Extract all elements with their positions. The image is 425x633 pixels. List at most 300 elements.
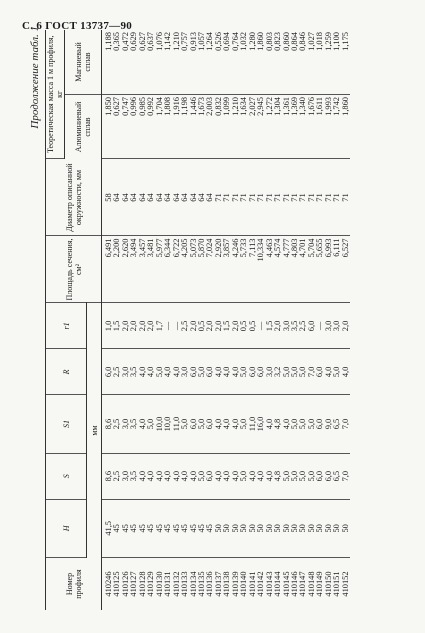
cell-s1: 3,0 bbox=[122, 395, 130, 453]
cell-r: 5,0 bbox=[291, 349, 299, 395]
header-r1: r1 bbox=[46, 303, 87, 349]
cell-mass-aluminium: 1,676 bbox=[308, 95, 316, 160]
cell-h: 50 bbox=[266, 499, 274, 557]
header-h: H bbox=[46, 499, 87, 557]
cell-mass-aluminium: 1,916 bbox=[173, 95, 181, 160]
cell-area: 4,777 bbox=[283, 236, 291, 303]
cell-diameter: 71 bbox=[325, 159, 333, 236]
table-row bbox=[173, 30, 181, 610]
cell-s1: 4,0 bbox=[139, 395, 147, 453]
cell-s1: 5,0 bbox=[147, 395, 155, 453]
cell-r: 4,0 bbox=[215, 349, 223, 395]
cell-profile-number: 410141 bbox=[247, 571, 257, 597]
cell-mass-magnesium: 0,757 bbox=[181, 30, 189, 95]
cell-mass-aluminium: 2,945 bbox=[257, 95, 265, 160]
cell-area: 4,205 bbox=[181, 236, 189, 303]
cell-r: 5,0 bbox=[333, 349, 341, 395]
cell-s1: 5,0 bbox=[291, 395, 299, 453]
cell-r1: 2,0 bbox=[274, 303, 282, 349]
cell-s1: 4,0 bbox=[283, 395, 291, 453]
cell-r: 4,0 bbox=[325, 349, 333, 395]
cell-h: 45 bbox=[190, 499, 198, 557]
cell-s: 4,0 bbox=[173, 453, 181, 499]
header-mass: Теоретическая масса 1 м профиля, кг bbox=[46, 30, 65, 159]
cell-r: 5,0 bbox=[156, 349, 164, 395]
cell-r1: 3,0 bbox=[325, 303, 333, 349]
cell-profile-number: 410126 bbox=[120, 571, 130, 597]
cell-diameter: 64 bbox=[113, 159, 121, 236]
cell-r1: 1,5 bbox=[223, 303, 231, 349]
table-row bbox=[181, 30, 189, 610]
cell-s: 8,6 bbox=[102, 453, 114, 499]
cell-r: 7,0 bbox=[308, 349, 316, 395]
cell-r: 4,0 bbox=[342, 349, 350, 395]
cell-r: 3,2 bbox=[274, 349, 282, 395]
cell-mass-magnesium: 0,627 bbox=[139, 30, 147, 95]
cell-mass-magnesium: 1,259 bbox=[325, 30, 333, 95]
cell-profile-number: 410128 bbox=[137, 571, 147, 597]
cell-s: 4,0 bbox=[147, 453, 155, 499]
cell-r1: — bbox=[164, 303, 172, 349]
cell-area: 3,857 bbox=[223, 236, 231, 303]
table-row bbox=[102, 30, 114, 610]
cell-r: 6,0 bbox=[206, 349, 214, 395]
table-row bbox=[113, 30, 121, 610]
cell-s: 5,0 bbox=[198, 453, 206, 499]
cell-r1: 6,0 bbox=[308, 303, 316, 349]
cell-area: 6,344 bbox=[164, 236, 172, 303]
cell-profile-number: 410146 bbox=[289, 571, 299, 597]
cell-s: 4,0 bbox=[156, 453, 164, 499]
cell-mass-magnesium: 1,210 bbox=[173, 30, 181, 95]
cell-r1: 0,5 bbox=[249, 303, 257, 349]
cell-profile-number: 410137 bbox=[213, 571, 223, 597]
cell-h: 45 bbox=[113, 499, 121, 557]
table-row bbox=[316, 30, 324, 610]
cell-r: 6,0 bbox=[249, 349, 257, 395]
cell-profile-number: 410129 bbox=[146, 571, 156, 597]
cell-r: 6,0 bbox=[190, 349, 198, 395]
cell-profile-number: 410148 bbox=[306, 571, 316, 597]
header-mass-magnesium: Магниевый сплав bbox=[65, 30, 102, 95]
cell-h: 50 bbox=[249, 499, 257, 557]
cell-s1: 8,6 bbox=[102, 395, 114, 453]
cell-h: 45 bbox=[156, 499, 164, 557]
cell-r1: 3,0 bbox=[333, 303, 341, 349]
cell-mass-magnesium: 1,860 bbox=[257, 30, 265, 95]
cell-r1: 0,5 bbox=[240, 303, 248, 349]
cell-area: 10,334 bbox=[257, 236, 265, 303]
table-row bbox=[215, 30, 223, 610]
cell-s1: 4,0 bbox=[223, 395, 231, 453]
cell-h: 45 bbox=[164, 499, 172, 557]
cell-diameter: 64 bbox=[122, 159, 130, 236]
cell-mass-aluminium: 1,611 bbox=[316, 95, 324, 160]
cell-s1: 5,0 bbox=[308, 395, 316, 453]
table-row bbox=[291, 30, 299, 610]
cell-mass-aluminium: 1,272 bbox=[266, 95, 274, 160]
cell-profile-number: 410147 bbox=[298, 571, 308, 597]
header-area: Площадь сечения, см² bbox=[46, 236, 102, 303]
cell-r: 4,0 bbox=[173, 349, 181, 395]
cell-profile-number: 410151 bbox=[332, 571, 342, 597]
cell-r: 5,0 bbox=[240, 349, 248, 395]
cell-mass-aluminium: 1,361 bbox=[283, 95, 291, 160]
cell-s: 4,0 bbox=[164, 453, 172, 499]
cell-s1: 5,0 bbox=[299, 395, 307, 453]
table-header bbox=[46, 30, 102, 610]
cell-h: 50 bbox=[283, 499, 291, 557]
cell-r1: 3,5 bbox=[291, 303, 299, 349]
cell-s1: 11,0 bbox=[249, 395, 257, 453]
cell-s: 5,0 bbox=[291, 453, 299, 499]
cell-mass-magnesium: 1,142 bbox=[164, 30, 172, 95]
cell-h: 41,5 bbox=[102, 499, 114, 557]
cell-mass-magnesium: 1,076 bbox=[156, 30, 164, 95]
cell-h: 45 bbox=[173, 499, 181, 557]
header-s1: S1 bbox=[46, 395, 87, 453]
cell-mass-aluminium: 0,985 bbox=[139, 95, 147, 160]
cell-area: 4,246 bbox=[232, 236, 240, 303]
cell-profile-number: 410149 bbox=[315, 571, 325, 597]
table-row bbox=[325, 30, 333, 610]
cell-mass-aluminium: 1,210 bbox=[232, 95, 240, 160]
cell-diameter: 64 bbox=[181, 159, 189, 236]
cell-s: 4,0 bbox=[215, 453, 223, 499]
cell-area: 4,803 bbox=[291, 236, 299, 303]
cell-s1: 4,0 bbox=[232, 395, 240, 453]
cell-s1: 4,0 bbox=[215, 395, 223, 453]
cell-mass-aluminium: 0,832 bbox=[215, 95, 223, 160]
cell-h: 45 bbox=[147, 499, 155, 557]
cell-r: 5,0 bbox=[283, 349, 291, 395]
cell-r1: 2,5 bbox=[181, 303, 189, 349]
cell-diameter: 71 bbox=[274, 159, 282, 236]
cell-mass-magnesium: 0,860 bbox=[283, 30, 291, 95]
cell-mass-magnesium: 0,764 bbox=[232, 30, 240, 95]
cell-diameter: 71 bbox=[223, 159, 231, 236]
cell-profile-number: 410130 bbox=[154, 571, 164, 597]
cell-h: 45 bbox=[198, 499, 206, 557]
cell-profile-number: 410127 bbox=[129, 571, 139, 597]
table-row bbox=[164, 30, 172, 610]
cell-r1: 3,0 bbox=[283, 303, 291, 349]
cell-r1: 1,7 bbox=[156, 303, 164, 349]
cell-diameter: 71 bbox=[291, 159, 299, 236]
cell-mass-magnesium: 0,846 bbox=[299, 30, 307, 95]
cell-mass-magnesium: 0,472 bbox=[122, 30, 130, 95]
cell-s: 4,0 bbox=[257, 453, 265, 499]
cell-diameter: 64 bbox=[198, 159, 206, 236]
table-row bbox=[283, 30, 291, 610]
cell-mass-magnesium: 0,803 bbox=[266, 30, 274, 95]
table-row bbox=[333, 30, 341, 610]
page-header: С. 6 ГОСТ 13737—90 bbox=[22, 20, 133, 32]
cell-s: 4,0 bbox=[223, 453, 231, 499]
cell-area: 5,704 bbox=[308, 236, 316, 303]
cell-s1: 4,8 bbox=[274, 395, 282, 453]
cell-profile-number: 410131 bbox=[163, 571, 173, 597]
cell-s: 4,0 bbox=[249, 453, 257, 499]
cell-diameter: 64 bbox=[173, 159, 181, 236]
cell-r: 3,0 bbox=[122, 349, 130, 395]
cell-profile-number: 410125 bbox=[112, 571, 122, 597]
header-units-mm: мм bbox=[87, 303, 102, 558]
cell-profile-number: 410142 bbox=[256, 571, 266, 597]
cell-diameter: 64 bbox=[206, 159, 214, 236]
cell-area: 6,527 bbox=[342, 236, 350, 303]
table-row bbox=[342, 30, 350, 610]
table-row bbox=[223, 30, 231, 610]
cell-s: 6,0 bbox=[325, 453, 333, 499]
cell-profile-number: 410132 bbox=[171, 571, 181, 597]
cell-mass-aluminium: 0,996 bbox=[130, 95, 138, 160]
cell-s: 4,0 bbox=[139, 453, 147, 499]
header-profile-number: Номер профиля bbox=[46, 558, 102, 611]
cell-area: 6,722 bbox=[173, 236, 181, 303]
cell-s1: 5,0 bbox=[240, 395, 248, 453]
table-body bbox=[102, 30, 351, 610]
rotated-table-block bbox=[25, 20, 405, 620]
table-row bbox=[147, 30, 155, 610]
cell-mass-aluminium: 1,304 bbox=[274, 95, 282, 160]
cell-area: 3,457 bbox=[139, 236, 147, 303]
cell-s1: 16,0 bbox=[257, 395, 265, 453]
cell-s1: 9,0 bbox=[325, 395, 333, 453]
cell-profile-number: 410145 bbox=[281, 571, 291, 597]
cell-profile-number: 410138 bbox=[222, 571, 232, 597]
cell-area: 6,491 bbox=[102, 236, 114, 303]
header-r: R bbox=[46, 349, 87, 395]
cell-mass-aluminium: 1,993 bbox=[325, 95, 333, 160]
cell-diameter: 64 bbox=[190, 159, 198, 236]
cell-r1: — bbox=[257, 303, 265, 349]
cell-area: 3,494 bbox=[130, 236, 138, 303]
cell-r: 4,0 bbox=[147, 349, 155, 395]
cell-diameter: 64 bbox=[164, 159, 172, 236]
cell-mass-aluminium: 1,860 bbox=[342, 95, 350, 160]
cell-profile-number: 410152 bbox=[340, 571, 350, 597]
cell-h: 45 bbox=[139, 499, 147, 557]
cell-s1: 2,5 bbox=[113, 395, 121, 453]
cell-r1: 1,5 bbox=[266, 303, 274, 349]
cell-diameter: 58 bbox=[102, 159, 114, 236]
cell-s1: 10,0 bbox=[156, 395, 164, 453]
table-row bbox=[308, 30, 316, 610]
cell-s: 2,5 bbox=[113, 453, 121, 499]
cell-profile-number: 410150 bbox=[323, 571, 333, 597]
cell-mass-aluminium: 1,634 bbox=[240, 95, 248, 160]
cell-h: 50 bbox=[299, 499, 307, 557]
cell-area: 6,111 bbox=[333, 236, 341, 303]
cell-s1: 3,5 bbox=[130, 395, 138, 453]
cell-h: 50 bbox=[316, 499, 324, 557]
cell-area: 5,733 bbox=[240, 236, 248, 303]
cell-r: 4,0 bbox=[164, 349, 172, 395]
cell-mass-aluminium: 1,340 bbox=[299, 95, 307, 160]
cell-diameter: 71 bbox=[342, 159, 350, 236]
cell-s: 5,0 bbox=[283, 453, 291, 499]
cell-mass-magnesium: 0,823 bbox=[274, 30, 282, 95]
cell-h: 50 bbox=[215, 499, 223, 557]
cell-area: 5,655 bbox=[316, 236, 324, 303]
cell-mass-magnesium: 1,175 bbox=[342, 30, 350, 95]
cell-profile-number: 410246 bbox=[104, 571, 113, 597]
cell-r1: — bbox=[316, 303, 324, 349]
cell-s: 3,0 bbox=[122, 453, 130, 499]
cell-r1: 2,0 bbox=[190, 303, 198, 349]
cell-diameter: 71 bbox=[316, 159, 324, 236]
cell-mass-aluminium: 1,446 bbox=[190, 95, 198, 160]
cell-profile-number: 410136 bbox=[205, 571, 215, 597]
cell-r1: — bbox=[173, 303, 181, 349]
cell-area: 5,073 bbox=[190, 236, 198, 303]
table-row bbox=[232, 30, 240, 610]
cell-r: 6,0 bbox=[257, 349, 265, 395]
cell-profile-number: 410140 bbox=[239, 571, 249, 597]
table-row bbox=[249, 30, 257, 610]
cell-mass-aluminium: 1,099 bbox=[223, 95, 231, 160]
cell-r: 6,0 bbox=[316, 349, 324, 395]
cell-area: 4,701 bbox=[299, 236, 307, 303]
table-row bbox=[130, 30, 138, 610]
cell-mass-aluminium: 0,992 bbox=[147, 95, 155, 160]
continuation-caption: Продолжение табл. 1 bbox=[29, 26, 41, 129]
cell-diameter: 71 bbox=[266, 159, 274, 236]
cell-mass-aluminium: 1,369 bbox=[291, 95, 299, 160]
table-row bbox=[122, 30, 130, 610]
cell-r: 3,5 bbox=[130, 349, 138, 395]
cell-area: 5,870 bbox=[198, 236, 206, 303]
cell-s: 4,0 bbox=[181, 453, 189, 499]
cell-mass-magnesium: 0,913 bbox=[190, 30, 198, 95]
cell-h: 50 bbox=[232, 499, 240, 557]
cell-mass-magnesium: 1,100 bbox=[333, 30, 341, 95]
cell-area: 6,993 bbox=[325, 236, 333, 303]
cell-h: 50 bbox=[257, 499, 265, 557]
cell-diameter: 71 bbox=[249, 159, 257, 236]
cell-s: 5,0 bbox=[308, 453, 316, 499]
cell-profile-number: 410135 bbox=[196, 571, 206, 597]
cell-area: 2,200 bbox=[113, 236, 121, 303]
cell-mass-aluminium: 2,003 bbox=[206, 95, 214, 160]
cell-h: 50 bbox=[274, 499, 282, 557]
cell-mass-magnesium: 1,264 bbox=[206, 30, 214, 95]
cell-diameter: 64 bbox=[130, 159, 138, 236]
cell-s: 4,0 bbox=[232, 453, 240, 499]
cell-h: 50 bbox=[308, 499, 316, 557]
cell-area: 7,024 bbox=[206, 236, 214, 303]
cell-r: 4,0 bbox=[232, 349, 240, 395]
cell-s1: 5,0 bbox=[181, 395, 189, 453]
cell-s1: 6,0 bbox=[190, 395, 198, 453]
cell-r: 4,0 bbox=[223, 349, 231, 395]
table-row bbox=[299, 30, 307, 610]
cell-diameter: 71 bbox=[232, 159, 240, 236]
cell-s1: 7,0 bbox=[342, 395, 350, 453]
cell-diameter: 71 bbox=[257, 159, 265, 236]
cell-r: 5,0 bbox=[299, 349, 307, 395]
cell-r1: 2,0 bbox=[232, 303, 240, 349]
cell-profile-number: 410134 bbox=[188, 571, 198, 597]
header-mass-aluminium: Алюминиевый сплав bbox=[65, 95, 102, 160]
cell-r1: 1,5 bbox=[113, 303, 121, 349]
cell-area: 2,920 bbox=[215, 236, 223, 303]
cell-s: 4,0 bbox=[266, 453, 274, 499]
cell-r: 6,0 bbox=[102, 349, 114, 395]
cell-h: 45 bbox=[206, 499, 214, 557]
cell-mass-aluminium: 1,742 bbox=[333, 95, 341, 160]
cell-h: 50 bbox=[342, 499, 350, 557]
cell-mass-aluminium: 1,198 bbox=[181, 95, 189, 160]
cell-s1: 11,0 bbox=[173, 395, 181, 453]
cell-r1: 2,5 bbox=[299, 303, 307, 349]
cell-s: 5,0 bbox=[299, 453, 307, 499]
cell-r1: 2,0 bbox=[130, 303, 138, 349]
cell-h: 45 bbox=[130, 499, 138, 557]
cell-mass-magnesium: 0,694 bbox=[223, 30, 231, 95]
cell-s: 3,5 bbox=[130, 453, 138, 499]
cell-mass-magnesium: 0,365 bbox=[113, 30, 121, 95]
cell-profile-number: 410143 bbox=[264, 571, 274, 597]
cell-r1: 2,0 bbox=[206, 303, 214, 349]
cell-area: 5,977 bbox=[156, 236, 164, 303]
cell-r1: 2,0 bbox=[342, 303, 350, 349]
cell-mass-magnesium: 1,280 bbox=[249, 30, 257, 95]
cell-h: 50 bbox=[223, 499, 231, 557]
cell-h: 50 bbox=[333, 499, 341, 557]
cell-s1: 6,5 bbox=[333, 395, 341, 453]
cell-r: 3,0 bbox=[181, 349, 189, 395]
table-row bbox=[206, 30, 214, 610]
table-row bbox=[190, 30, 198, 610]
cell-area: 7,113 bbox=[249, 236, 257, 303]
cell-mass-aluminium: 0,747 bbox=[122, 95, 130, 160]
cell-h: 45 bbox=[181, 499, 189, 557]
cell-r: 4,0 bbox=[139, 349, 147, 395]
cell-area: 4,463 bbox=[266, 236, 274, 303]
cell-profile-number: 410133 bbox=[180, 571, 190, 597]
cell-diameter: 64 bbox=[139, 159, 147, 236]
cell-diameter: 71 bbox=[283, 159, 291, 236]
cell-r1: 2,0 bbox=[147, 303, 155, 349]
cell-r: 5,0 bbox=[198, 349, 206, 395]
cell-diameter: 71 bbox=[215, 159, 223, 236]
cell-mass-aluminium: 1,850 bbox=[102, 95, 114, 160]
cell-r1: 0,5 bbox=[198, 303, 206, 349]
cell-profile-number: 410139 bbox=[230, 571, 240, 597]
cell-r1: 1,0 bbox=[102, 303, 114, 349]
table-row bbox=[156, 30, 164, 610]
cell-mass-magnesium: 1,188 bbox=[102, 30, 114, 95]
table-row bbox=[139, 30, 147, 610]
cell-diameter: 64 bbox=[156, 159, 164, 236]
cell-diameter: 71 bbox=[333, 159, 341, 236]
cell-mass-magnesium: 0,629 bbox=[130, 30, 138, 95]
cell-mass-aluminium: 0,627 bbox=[113, 95, 121, 160]
cell-s1: 6,0 bbox=[316, 395, 324, 453]
cell-mass-magnesium: 1,032 bbox=[240, 30, 248, 95]
cell-r1: 2,0 bbox=[215, 303, 223, 349]
cell-area: 2,620 bbox=[122, 236, 130, 303]
cell-s: 6,5 bbox=[333, 453, 341, 499]
cell-r1: 2,0 bbox=[139, 303, 147, 349]
cell-s1: 5,0 bbox=[198, 395, 206, 453]
header-diameter: Диаметр описанной окружности, мм bbox=[46, 159, 102, 236]
cell-r: 3,0 bbox=[266, 349, 274, 395]
cell-profile-number: 410144 bbox=[273, 571, 283, 597]
cell-h: 50 bbox=[240, 499, 248, 557]
